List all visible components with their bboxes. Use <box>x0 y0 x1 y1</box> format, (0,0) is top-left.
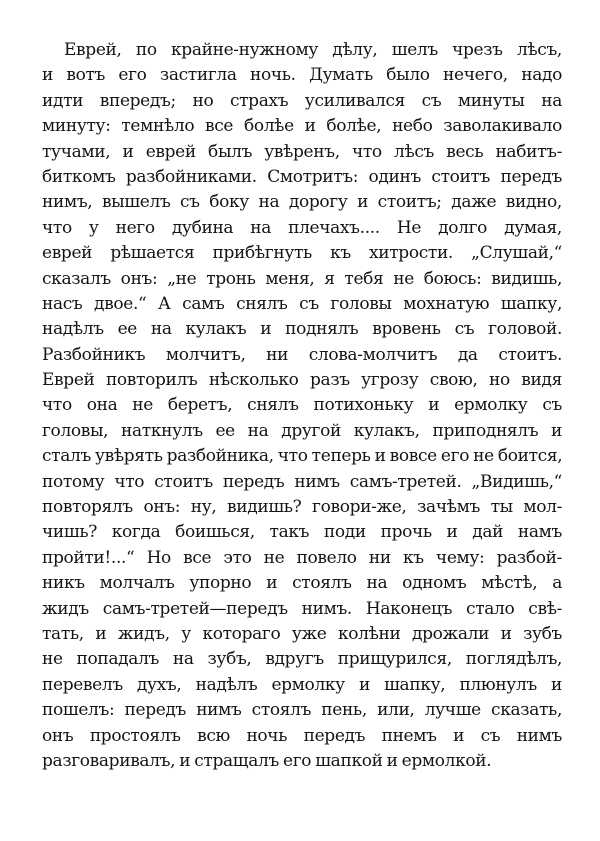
story-paragraph <box>42 38 562 774</box>
text-line: головы, наткнулъ ее на другой кулакъ, приподнялъ и <box>42 420 562 441</box>
text-line: потому что стоитъ передъ нимъ самъ-третей. „Видишь,“ <box>42 471 562 492</box>
text-line: жидъ самъ-третей—передъ нимъ. Наконецъ стало свѣ- <box>42 598 562 619</box>
text-line: чишь? когда боишься, такъ поди прочь и дай намъ <box>42 522 562 543</box>
text-line: надѣлъ ее на кулакъ и поднялъ вровень съ головой. <box>42 319 562 340</box>
text-line: повторялъ онъ: ну, видишь? говори-же, зачѣмъ ты мол- <box>42 497 562 518</box>
text-line: онъ простоялъ всю ночь передъ пнемъ и съ нимъ <box>42 725 562 746</box>
text-line: перевелъ духъ, надѣлъ ермолку и шапку, плюнулъ и <box>42 674 562 695</box>
text-line: минуту: темнѣло все болѣе и болѣе, небо заволакивало <box>42 116 562 137</box>
text-line: биткомъ разбойниками. Смотритъ: одинъ стоитъ передъ <box>42 166 562 187</box>
text-line: пошелъ: передъ нимъ стоялъ пень, или, лучше сказать, <box>42 700 562 721</box>
text-line: пройти!...“ Но все это не повело ни къ чему: разбой- <box>42 547 562 568</box>
text-line: что у него дубина на плечахъ.... Не долго думая, <box>42 217 562 238</box>
text-line: и вотъ его застигла ночь. Думать было нечего, надо <box>42 65 562 86</box>
text-line: еврей рѣшается прибѣгнуть къ хитрости. „Слушай,“ <box>42 243 562 264</box>
text-line: тать, и жидъ, у котораго уже колѣни дрожали и зубъ <box>42 623 562 644</box>
text-line: Еврей, по крайне-нужному дѣлу, шелъ чрезъ лѣсъ, <box>64 40 562 60</box>
text-line: сказалъ онъ: „не тронь меня, я тебя не боюсь: видишь, <box>42 268 562 289</box>
text-line: нимъ, вышелъ съ боку на дорогу и стоитъ; даже видно, <box>42 192 562 213</box>
text-page <box>42 38 562 774</box>
text-line: что она не беретъ, снялъ потихоньку и ермолку съ <box>42 395 562 416</box>
text-line: насъ двое.“ А самъ снялъ съ головы мохнатую шапку, <box>42 293 562 314</box>
text-line: тучами, и еврей былъ увѣренъ, что лѣсъ весь набитъ- <box>42 141 562 162</box>
text-line: разговаривалъ, и стращалъ его шапкой и ермолкой. <box>42 750 492 771</box>
text-line: сталъ увѣрять разбойника, что теперь и вовсе его не боится, <box>42 446 563 467</box>
text-line: никъ молчалъ упорно и стоялъ на одномъ мѣстѣ, а <box>42 573 562 594</box>
text-line: Разбойникъ молчитъ, ни слова-молчитъ да стоитъ. <box>42 344 562 365</box>
text-line: Еврей повторилъ нѣсколько разъ угрозу свою, но видя <box>42 370 562 391</box>
text-line: не попадалъ на зубъ, вдругъ прищурился, поглядѣлъ, <box>42 649 562 670</box>
text-line: идти впередъ; но страхъ усиливался съ минуты на <box>42 90 562 111</box>
